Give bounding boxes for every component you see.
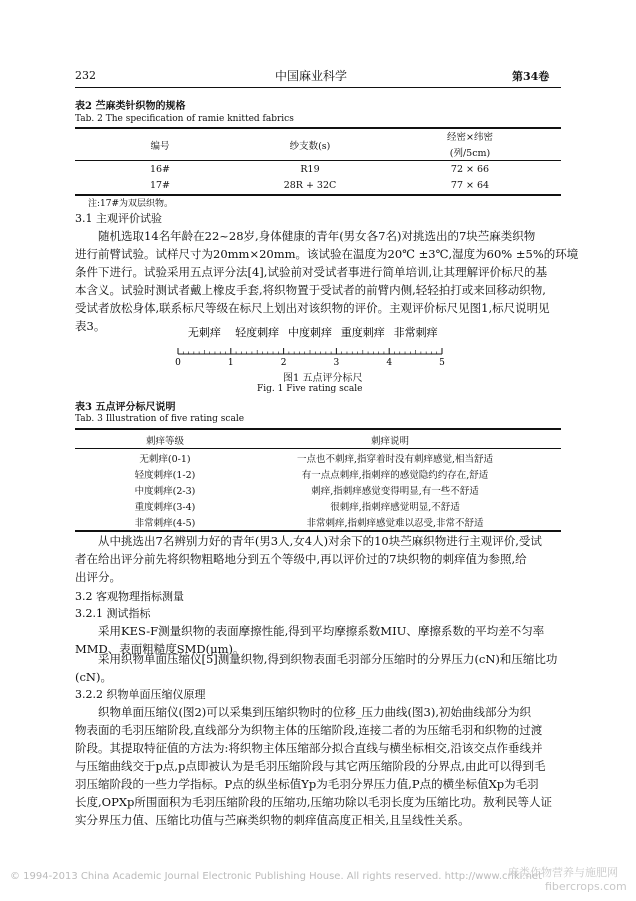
table2-header-density: 经密×纬密 — [447, 132, 493, 143]
paragraph-line: 从中挑选出7名辨别力好的青年(男3人,女4人)对余下的10块苎麻织物进行主观评价,受试 — [98, 534, 542, 548]
page-number: 232 — [75, 69, 96, 82]
figure1-caption-en: Fig. 1 Five rating scale — [257, 384, 363, 394]
paragraph-line: MMD、表面粗糙度SMD(μm)。 — [75, 642, 245, 656]
section-3-1-heading: 3.1 主观评价试验 — [75, 212, 162, 225]
watermark-url: fibercrops.com — [545, 880, 627, 893]
table2-title-en: Tab. 2 The specification of ramie knitted fabrics — [75, 114, 294, 124]
table3-mid-rule — [75, 448, 561, 449]
paragraph-line: 表3。 — [75, 319, 106, 333]
section-3-2-1-heading: 3.2.1 测试指标 — [75, 607, 151, 620]
paragraph-line: 本含义。试验时测试者戴上橡皮手套,将织物置于受试者的前臂内侧,轻轻拍打或来回移动织物, — [75, 283, 546, 297]
paragraph-line: 条件下进行。试验采用五点评分法[4],试验前对受试者事进行简单培训,让其理解评价标尺的基 — [75, 265, 548, 279]
figure1-caption: 图1 五点评分标尺 — [283, 373, 363, 384]
paragraph-line: 出评分。 — [75, 570, 121, 584]
table2-header-id: 编号 — [150, 141, 170, 152]
scale-ticks — [175, 348, 445, 368]
paragraph-line: 采用织物单面压缩仪[5]测量织物,得到织物表面毛羽部分压缩时的分界压力(cN)和压缩比功 — [98, 652, 558, 666]
table2-title: 表2 苎麻类针织物的规格 — [75, 101, 186, 112]
journal-title: 中国麻业科学 — [275, 69, 348, 83]
table3-cell: 刺痒,指刺痒感觉变得明显,有一些不舒适 — [311, 486, 479, 497]
table3-cell: 中度刺痒(2-3) — [134, 486, 196, 497]
paragraph-line: 织物单面压缩仪(图2)可以采集到压缩织物时的位移_压力曲线(图3),初始曲线部分为织 — [98, 705, 531, 719]
paragraph-line: 者在给出评分前先将织物粗略地分到五个等级中,再以评价过的7块织物的刺痒值为参照,给 — [75, 552, 527, 566]
paragraph-line: 与压缩曲线交于p点,p点即被认为是毛羽压缩阶段与其它两压缩阶段的分界点,由此可以得到毛 — [75, 759, 546, 773]
header-rule — [75, 87, 561, 88]
table2-note: 注:17#为双层织物。 — [88, 199, 174, 209]
table2-cell: 17# — [149, 180, 171, 191]
volume-label: 第34卷 — [512, 70, 550, 83]
paragraph-line: 随机选取14名年龄在22~28岁,身体健康的青年(男女各7名)对挑选出的7块苎麻类织物 — [98, 229, 536, 243]
paragraph-line: 物表面的毛羽压缩阶段,直线部分为织物主体的压缩阶段,连接二者的为压缩毛羽和织物的过渡 — [75, 723, 543, 737]
paragraph-line: 阶段。其提取特征值的方法为:将织物主体压缩部分拟合直线与横坐标相交,沿该交点作垂线并 — [75, 741, 543, 755]
table3-title: 表3 五点评分标尺说明 — [75, 402, 176, 413]
table2-cell: 16# — [149, 164, 171, 175]
paragraph-line: 受试者放松身体,联系标尺等级在标尺上划出对该织物的评价。主观评价标尺见图1,标尺说明见 — [75, 301, 550, 315]
table2-header-density-unit: (列/5cm) — [449, 148, 491, 159]
scale-tick-label: 4 — [386, 358, 393, 368]
scale-level-label: 中度刺痒 — [288, 326, 332, 339]
table3-cell: 轻度刺痒(1-2) — [134, 470, 196, 481]
table3-top-rule — [75, 428, 561, 430]
copyright-footer: © 1994-2013 China Academic Journal Electronic Publishing House. All rights reserved. http://www.cnki.net — [10, 871, 542, 882]
scale-tick-label: 0 — [175, 358, 181, 368]
table3-cell: 有一点点刺痒,指刺痒的感觉隐约约存在,舒适 — [301, 470, 489, 481]
table3-header-desc: 刺痒说明 — [370, 436, 409, 447]
scale-tick-label: 3 — [333, 358, 340, 368]
paragraph-line: 羽压缩阶段的一些力学指标。P点的纵坐标值Yp为毛羽分界压力值,P点的横坐标值Xp为毛羽 — [75, 777, 539, 791]
paragraph-line: 实分界压力值、压缩比功值与苎麻类织物的刺痒值高度正相关,且呈线性关系。 — [75, 813, 470, 827]
table3-title-en: Tab. 3 Illustration of five rating scale — [75, 414, 245, 424]
table2-cell: 72 × 66 — [450, 164, 490, 175]
scale-tick-label: 2 — [280, 358, 287, 368]
table2-cell: R19 — [300, 164, 320, 175]
paragraph-line: 采用KES-F测量织物的表面摩擦性能,得到平均摩擦系数MIU、摩擦系数的平均差不匀率 — [98, 624, 545, 638]
table2-mid-rule — [75, 160, 561, 161]
scale-level-label: 非常刺痒 — [393, 326, 438, 339]
table3-cell: 非常刺痒,指刺痒感觉难以忍受,非常不舒适 — [306, 518, 484, 529]
scale-level-label: 重度刺痒 — [340, 326, 385, 339]
after-table-paragraph — [75, 532, 561, 586]
table2-header-yarn: 纱支数(s) — [289, 141, 331, 152]
watermark-text: 麻类作物营养与施肥网 — [508, 866, 618, 879]
table3-cell: 重度刺痒(3-4) — [134, 502, 196, 513]
table2-cell: 28R + 32C — [283, 180, 337, 191]
table3-cell: 无刺痒(0-1) — [139, 454, 191, 465]
scale-top-labels — [188, 325, 438, 339]
table2-cell: 77 × 64 — [450, 180, 490, 191]
scale-level-label: 无刺痒 — [187, 326, 221, 339]
section-3-2-2-heading: 3.2.2 织物单面压缩仪原理 — [75, 688, 206, 701]
paragraph-line: 进行前臂试验。试样尺寸为20mm×20mm。该试验在温度为20℃ ±3℃,湿度为60% ±5%的环境 — [75, 247, 579, 261]
table3-cell: 非常刺痒(4-5) — [134, 518, 196, 529]
table3-cell: 很刺痒,指刺痒感觉明显,不舒适 — [330, 502, 460, 513]
paragraph-line: (cN)。 — [75, 670, 112, 684]
section-3-2-1-paragraph-2 — [75, 650, 561, 686]
table3-header-level: 刺痒等级 — [145, 436, 184, 447]
scale-tick-label: 5 — [439, 358, 445, 368]
section-3-1-paragraph — [75, 227, 579, 335]
section-3-2-heading: 3.2 客观物理指标测量 — [75, 590, 184, 603]
scale-tick-label: 1 — [227, 358, 234, 368]
scale-level-label: 轻度刺痒 — [235, 326, 280, 339]
paragraph-line: 长度,OPXp所围面积为毛羽压缩阶段的压缩功,压缩功除以毛羽长度为压缩比功。敖利民等人证 — [75, 795, 553, 809]
section-3-2-2-paragraph — [75, 703, 561, 829]
table3-cell: 一点也不刺痒,指穿着时没有刺痒感觉,相当舒适 — [296, 454, 494, 465]
rating-scale-figure — [170, 322, 460, 372]
